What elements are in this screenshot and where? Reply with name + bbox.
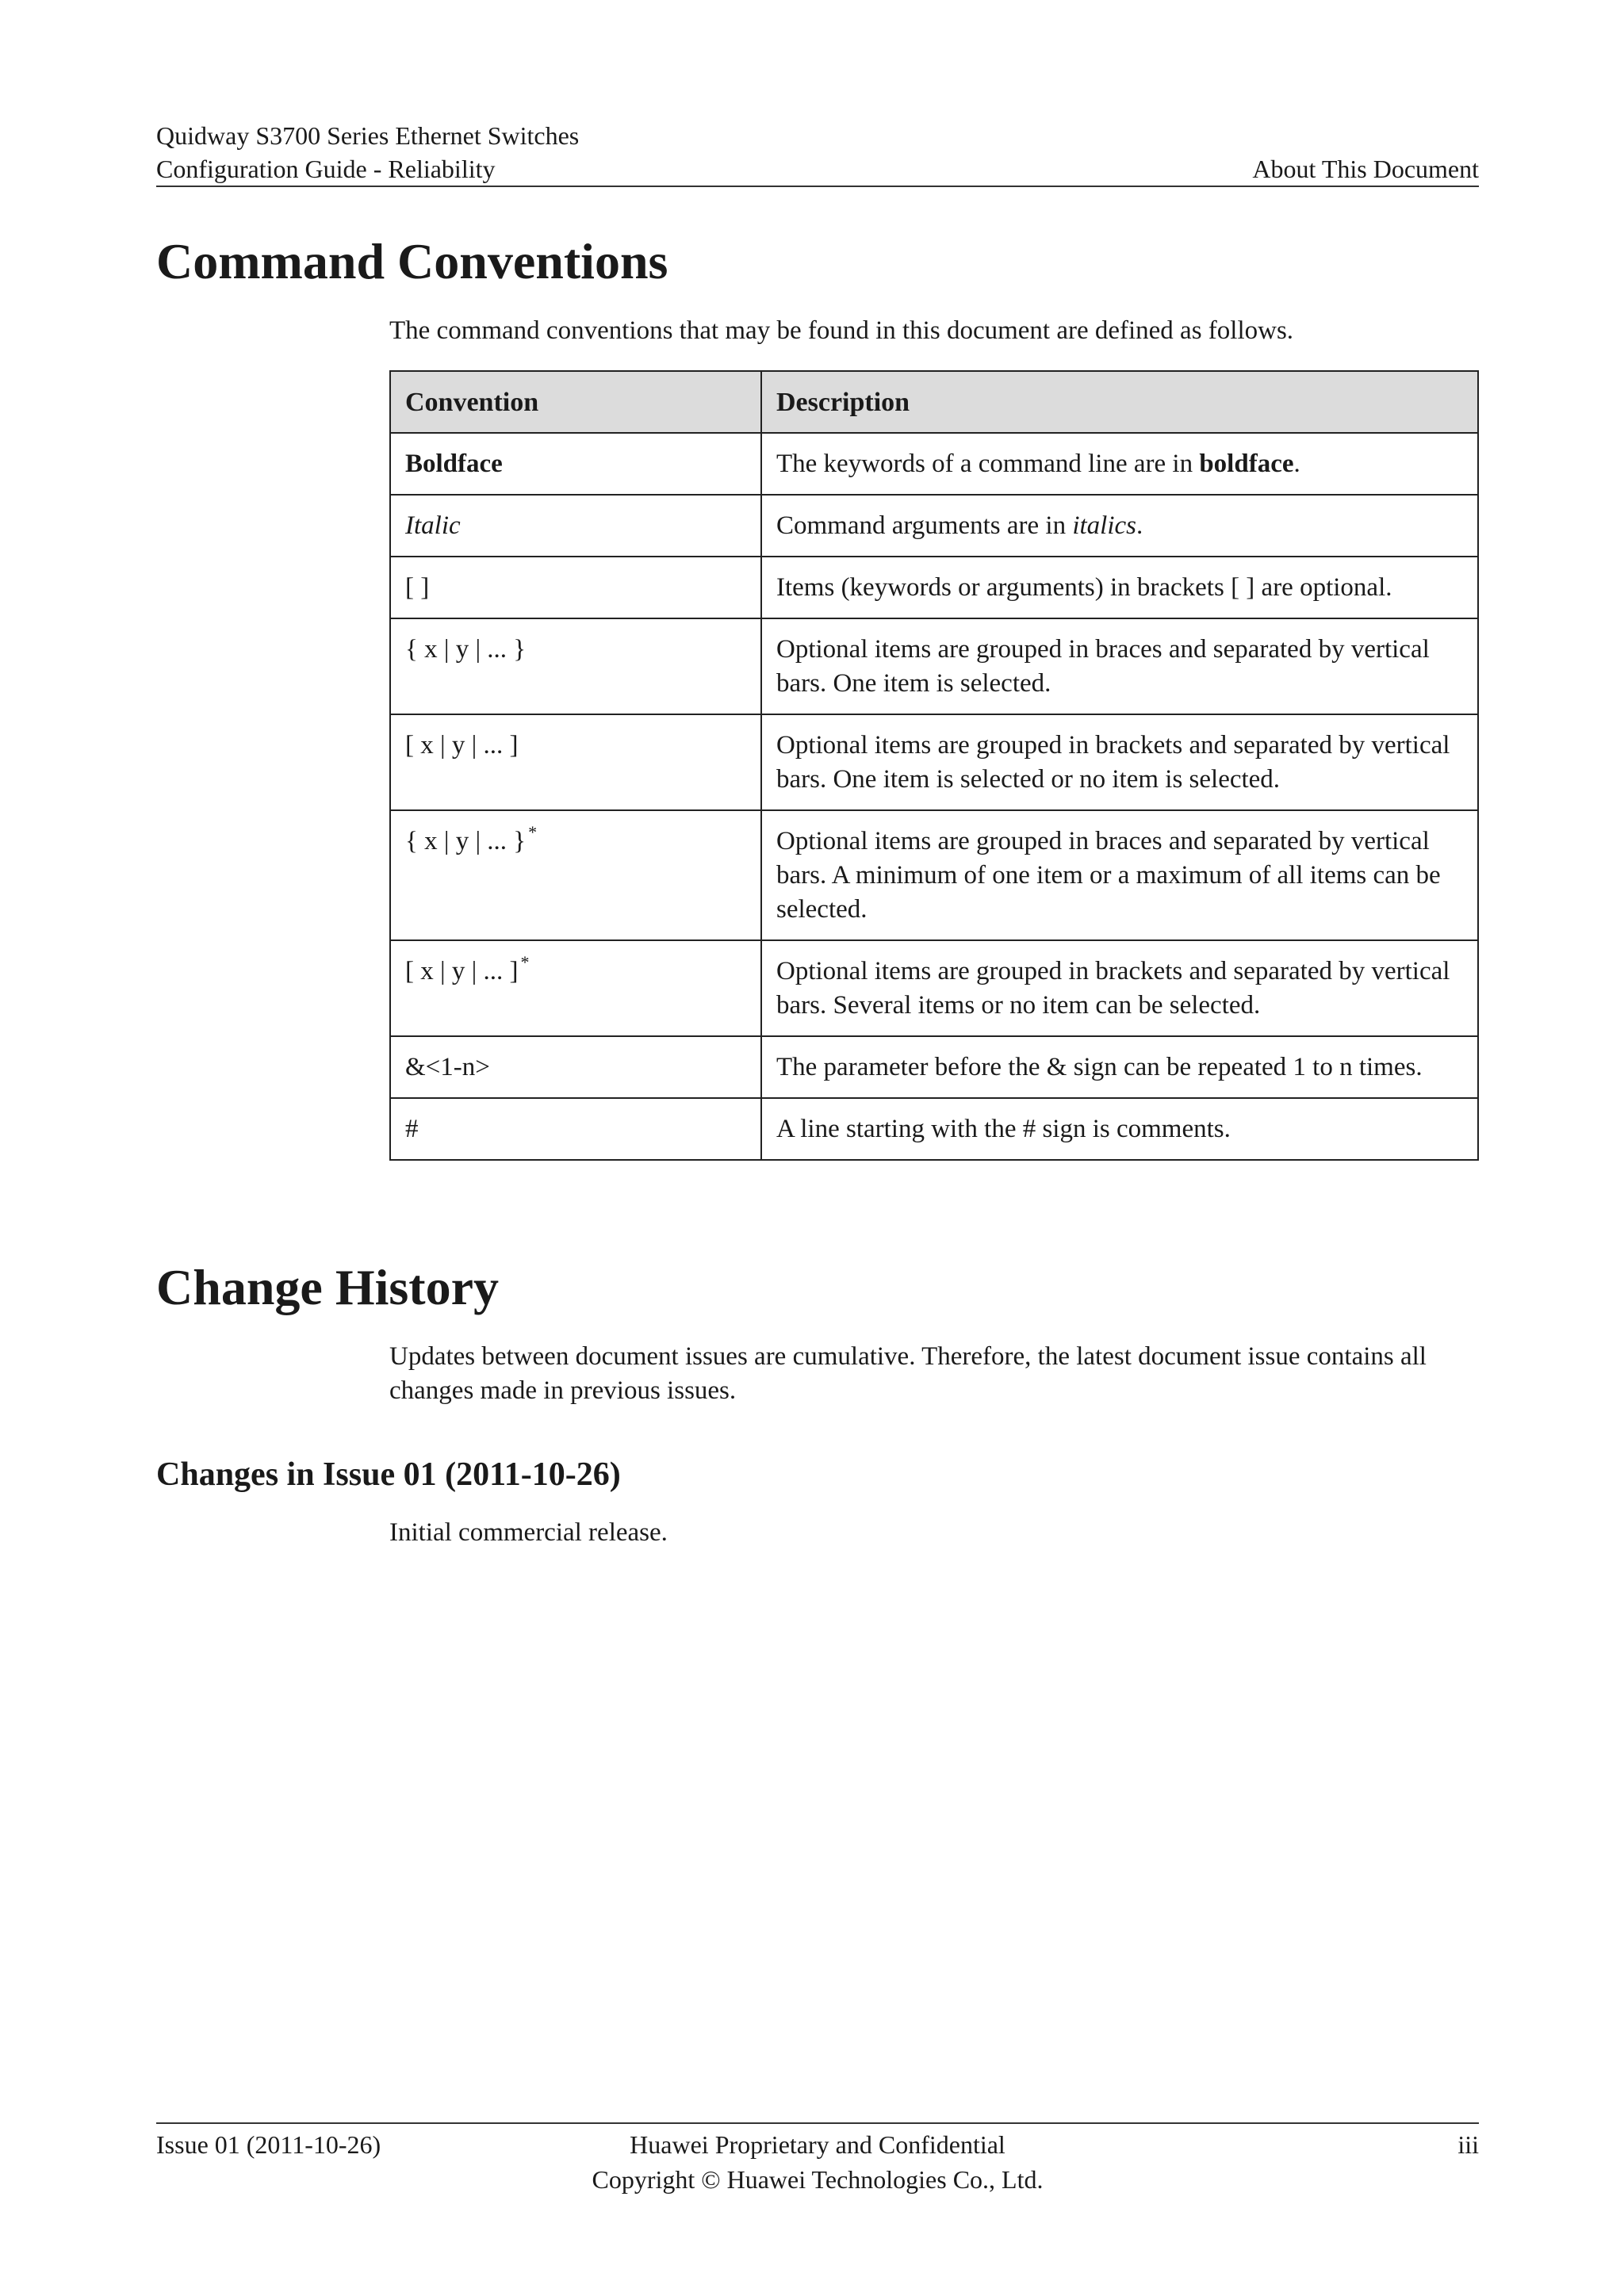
description-text: The keywords of a command line are in: [776, 450, 1200, 478]
convention-superscript: *: [528, 822, 538, 842]
command-conventions-intro: The command conventions that may be found in this document are defined as follows.: [389, 316, 1294, 345]
description-emphasis: italics: [1072, 511, 1136, 540]
table-row: [390, 940, 1478, 1036]
column-header-convention: Convention: [390, 371, 761, 433]
convention-superscript: *: [520, 952, 530, 972]
convention-cell: [390, 940, 761, 1036]
description-cell: [761, 433, 1478, 495]
header-section: About This Document: [1252, 155, 1479, 183]
table-row: [390, 433, 1478, 495]
convention-cell: Italic: [390, 495, 761, 557]
table-row: [390, 557, 1478, 618]
footer-issue: Issue 01 (2011-10-26): [156, 2130, 381, 2159]
change-history-intro: Updates between document issues are cumulative. Therefore, the latest document issue contains all changes made in previous issues.: [389, 1342, 1427, 1405]
footer-page-number: iii: [1457, 2130, 1479, 2159]
table-row: [390, 1098, 1478, 1160]
header-guide: Configuration Guide - Reliability: [156, 155, 496, 183]
convention-text: { x | y | ... }: [405, 827, 527, 855]
command-conventions-title: Command Conventions: [156, 233, 668, 289]
description-cell: Optional items are grouped in brackets and separated by vertical bars. One item is selected or no item is selected.: [761, 714, 1478, 810]
conventions-table: [389, 370, 1479, 1161]
description-cell: [761, 495, 1478, 557]
page-header: [156, 119, 1479, 187]
column-header-description: Description: [761, 371, 1478, 433]
description-cell: The parameter before the & sign can be repeated 1 to n times.: [761, 1036, 1478, 1098]
header-left: [156, 119, 579, 186]
footer-copyright: Copyright © Huawei Technologies Co., Ltd.: [592, 2165, 1044, 2194]
convention-text: [ x | y | ... ]: [405, 957, 519, 985]
convention-cell: [ x | y | ... ]: [390, 714, 761, 810]
convention-cell: &<1-n>: [390, 1036, 761, 1098]
table-row: [390, 618, 1478, 714]
description-text: Command arguments are in: [776, 511, 1073, 540]
description-cell: A line starting with the # sign is comments.: [761, 1098, 1478, 1160]
description-cell: Items (keywords or arguments) in brackets [ ] are optional.: [761, 557, 1478, 618]
description-cell: Optional items are grouped in braces and separated by vertical bars. A minimum of one item or a maximum of all items can be selected.: [761, 810, 1478, 940]
description-cell: Optional items are grouped in brackets and separated by vertical bars. Several items or no item can be selected.: [761, 940, 1478, 1036]
footer-center: [156, 2127, 1479, 2197]
issue-heading: Changes in Issue 01 (2011-10-26): [156, 1456, 621, 1493]
description-text-end: .: [1136, 511, 1143, 540]
convention-cell: [ ]: [390, 557, 761, 618]
description-emphasis: boldface: [1199, 450, 1294, 478]
convention-cell: #: [390, 1098, 761, 1160]
description-cell: Optional items are grouped in braces and separated by vertical bars. One item is selected.: [761, 618, 1478, 714]
page-footer: [156, 2122, 1479, 2203]
table-row: [390, 1036, 1478, 1098]
table-row: [390, 810, 1478, 940]
header-product: Quidway S3700 Series Ethernet Switches: [156, 121, 580, 150]
table-row: [390, 495, 1478, 557]
table-row: [390, 714, 1478, 810]
issue-description: Initial commercial release.: [389, 1518, 668, 1547]
change-history-title: Change History: [156, 1259, 499, 1315]
footer-confidential: Huawei Proprietary and Confidential: [630, 2130, 1005, 2159]
convention-cell: Boldface: [390, 433, 761, 495]
convention-cell: [390, 810, 761, 940]
convention-cell: { x | y | ... }: [390, 618, 761, 714]
table-header-row: [390, 371, 1478, 433]
description-text-end: .: [1293, 450, 1300, 478]
